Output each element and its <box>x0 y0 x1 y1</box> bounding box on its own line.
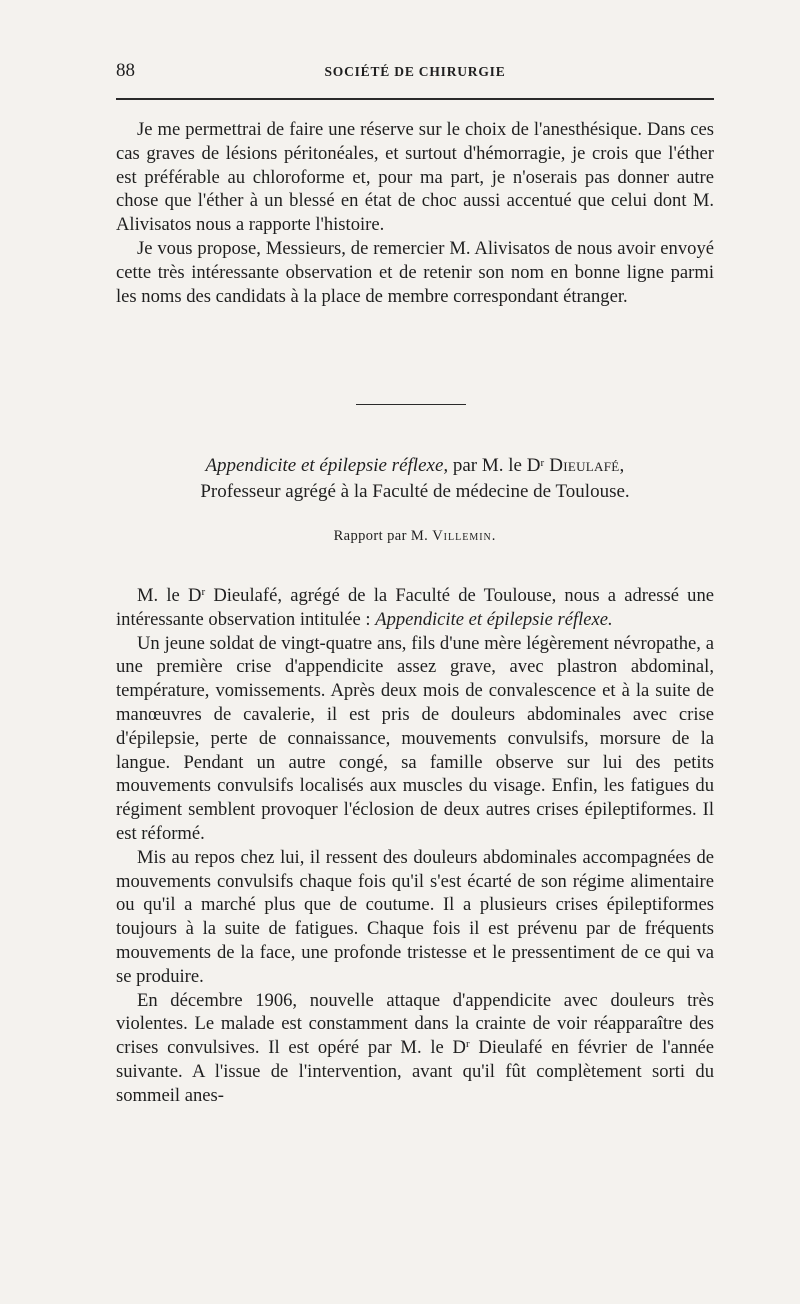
paragraph: Mis au repos chez lui, il ressent des douleurs abdominales accompagnées de mouvements convulsifs chaque fois qu'il s'est écarté de son régime alimentaire ou qu'il a marché plus que de coutume. Il a plusieurs crises épileptiformes toujours à la suite de fatigues. Chaque fois il est prévenu par de fréquents mouvements de la face, une profonde tristesse et le pressentiment de ce qui va se produire. <box>116 846 714 987</box>
paragraph <box>116 989 714 1108</box>
paragraph: Je me permettrai de faire une réserve sur le choix de l'anesthésique. Dans ces cas graves de lésions péritonéales, et surtout d'hémorragie, je crois que l'éther est préférable au chloroforme et, pour ma part, je n'oserais pas donner autre chose que l'éther à un blessé en état de choc aussi accentué que celui dont M. Alivisatos nous a rapporte l'histoire. <box>116 119 714 236</box>
title-author-prefix: par M. le D <box>448 455 541 476</box>
rapport-line <box>116 528 714 545</box>
article-title <box>116 453 714 505</box>
p1-sup: r <box>201 586 206 598</box>
paragraph <box>116 584 714 632</box>
section-divider <box>356 404 466 405</box>
section-previous-report <box>116 118 714 308</box>
p4-text-a: En décembre 1906, nouvelle attaque d'appendicite avec douleurs très violentes. Le malade est constamment dans la crainte de voir réapparaître des crises convulsives. Il est opéré par M. le D <box>116 989 714 1059</box>
p1-text-a: M. le D <box>137 585 202 606</box>
title-line-1 <box>116 453 714 479</box>
paragraph: Je vous propose, Messieurs, de remercier M. Alivisatos de nous avoir envoyé cette très intéressante observation et de retenir son nom en bonne ligne parmi les noms des candidats à la place de membre correspondant étranger. <box>116 237 714 307</box>
running-head: SOCIÉTÉ DE CHIRURGIE <box>324 64 506 79</box>
page-number: 88 <box>116 60 135 81</box>
p4-sup: r <box>465 1038 470 1051</box>
p1-italic-title: Appendicite et épilepsie réflexe. <box>375 608 613 630</box>
p1-text-b: Dieulafé, agrégé de la Faculté de Toulouse, nous a adressé une intéressante observation intitulée : <box>116 585 714 630</box>
header-rule <box>116 98 714 100</box>
title-author-sup: r <box>540 457 545 469</box>
title-author-name: Dieulafé, <box>544 455 625 476</box>
rapport-name: Villemin. <box>432 528 497 544</box>
title-line-2: Professeur agrégé à la Faculté de médecine de Toulouse. <box>200 481 630 502</box>
p4-text-b: Dieulafé en février de l'année suivante. A l'issue de l'intervention, avant qu'il fût complètement sorti du sommeil anes- <box>116 1037 714 1106</box>
paragraph: Un jeune soldat de vingt-quatre ans, fils d'une mère légèrement névropathe, a une première crise d'appendicite assez grave, avec plastron abdominal, température, vomissements. Après deux mois de convalescence et à la suite de manœuvres de cavalerie, il est pris de douleurs abdominales avec crise d'épilepsie, perte de connaissance, mouvements convulsifs, morsure de la langue. Pendant un autre congé, sa famille observe sur lui des petits mouvements convulsifs localisés aux muscles du visage. Enfin, les fatigues du régiment semblent provoquer l'éclosion de deux autres crises épileptiformes. Il est réformé. <box>116 632 714 844</box>
rapport-prefix: Rapport par M. <box>333 528 433 544</box>
section-article-body <box>116 584 714 1108</box>
title-italic: Appendicite et épilepsie réflexe, <box>205 455 449 476</box>
page-header <box>116 58 714 88</box>
